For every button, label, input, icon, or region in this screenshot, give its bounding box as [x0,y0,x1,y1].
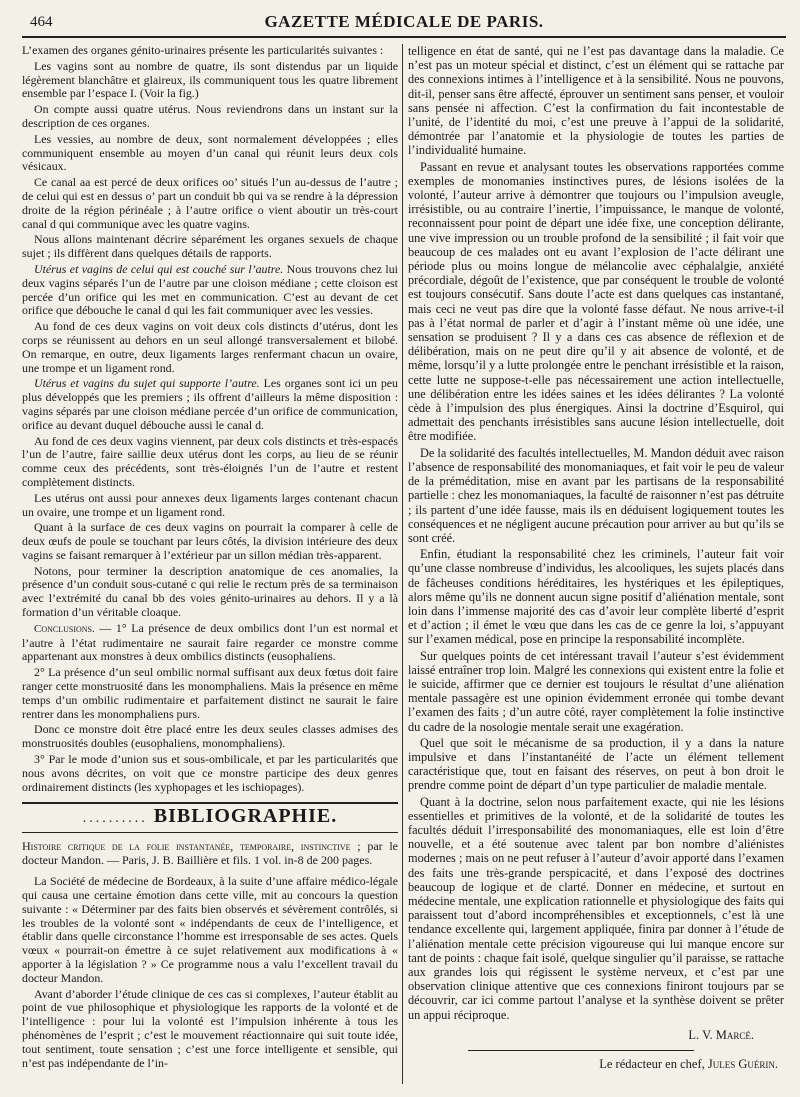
right-column [408,44,784,1071]
conclusions-text: — 1° La présence de deux ombilics dont l’un est normal et l’autre à l’état rudimentaire ne saurait faire regarder ce monstre comme appartenant aux monstres à deux ombilics distincts (eusophaliens. [22,620,398,664]
book-publisher: par le docteur Mandon. — Paris, J. B. Baillière et fils. 1 vol. in-8 de 200 pages. [22,839,398,868]
editor-name: Jules Guérin. [707,1057,778,1072]
conclusions-paragraph [22,622,398,664]
heading-dots: .......... [82,811,148,827]
subsection-heading: Utérus et vagins de celui qui est couché sur l’autre. [34,261,284,276]
paragraph: Au fond de ces deux vagins on voit deux cols distincts d’utérus, dont les corps se réunissent au dehors en un seul allongé transversalement et bilobé. On remarque, en outre, deux ligaments larges renfermant chacun un ovaire, une trompe et un ligament rond. [22,319,398,375]
subsection-text: Nous trouvons chez lui deux vagins séparés l’un de l’autre par une cloison médiane ; cette cloison est percée d’un orifice qui les met en communication. C’est au devant de cet orifice que débouche le canal d qui les fait communiquer avec les vessies. [22,261,398,318]
paragraph: L’examen des organes génito-urinaires présente les particularités suivantes : [22,43,384,57]
paragraph: Ce canal aa est percé de deux orifices oo’ situés l’un au-dessus de l’autre ; de celui qui est en dessus o’ part un conduit bb qui va se rendre à la dépression droite de la région périnéale ; à l’autre orifice o vient aboutir un très-court canal d qui communique avec les quatre vagins. [22,175,398,231]
paragraph: Sur quelques points de cet intéressant travail l’auteur s’est évidemment laissé entraîner trop loin. Malgré les connexions qui existent entre la folie et le suicide, affirmer que ce dernier est toujours le résultat d’une aliénation mentale passagère est une opinion évidemment erronée qui tombe devant l’examen des faits ; d’un autre côté, rayer complètement la folie instinctive du cadre de la nosologie mentale serait une exagération. [408,648,784,734]
subsection-text: Les organes sont ici un peu plus développés que les premiers ; ils offrent d’ailleurs la même disposition : vagins séparés par une cloison médiane percée d’un orifice de communication, orifice au devant duquel débouche aussi le canal d. [22,376,398,432]
paragraph: 2° La présence d’un seul ombilic normal suffisant aux deux fœtus doit faire ranger cette monstruosité dans les monomphaliens. Mais la présence en même temps d’un ombilic rudimentaire et parfaitement distinct ne saurait le faire rentrer dans les monomphaliens purs. [22,665,398,721]
book-title: Histoire critique de la folie instantanée, temporaire, instinctive ; [22,839,361,854]
book-reference [22,839,398,867]
section-divider [22,802,398,804]
paragraph: On compte aussi quatre utérus. Nous reviendrons dans un instant sur la description de ces organes. [22,102,398,130]
page-number: 464 [30,14,53,30]
paragraph: Nous allons maintenant décrire séparément les organes sexuels de chaque sujet ; ils diffèrent dans quelques détails de rapports. [22,232,398,261]
paragraph: Avant d’aborder l’étude clinique de ces cas si complexes, l’auteur établit au point de vue philosophique et physiologique les rapports de la volonté et de l’intelligence : pour lui la volonté est l’impulsion inhérente à tous les phénomènes de l’esprit ; c’est le mouvement réactionnaire qui suit toute idée, tout sentiment, toute sensation ; c’est une force intelligente et sensible, qui n’est pas indépendante de l’in- [22,986,398,1070]
subsection-paragraph [22,377,398,432]
bibliography-heading [22,805,398,828]
subsection-heading: Utérus et vagins du sujet qui supporte l’autre. [34,376,260,391]
running-title: GAZETTE MÉDICALE DE PARIS. [264,12,544,31]
editor-divider [468,1050,694,1051]
paragraph: Notons, pour terminer la description anatomique de ces anomalies, la présence d’un conduit sous-cutané c qui relie le rectum près de sa terminaison avec l’extrémité du canal bb des voies génito-urinaires au dehors. Il y a là formation d’un véritable cloaque. [22,563,398,620]
paragraph: 3° Par le mode d’union sus et sous-ombilicale, et par les particularités que nous avons décrites, on voit que ce monstre participe des deux genres ordinairement distincts (les xyphopages et les ischiopages). [22,752,398,794]
article-columns [22,44,786,1094]
page-header [22,8,786,38]
bibliography-title: BIBLIOGRAPHIE. [153,805,338,828]
left-column [22,44,398,1072]
author-signature: L. V. Marcé. [688,1027,754,1042]
paragraph: Les utérus ont aussi pour annexes deux ligaments larges contenant chacun un ovaire, une trompe et un ligament rond. [22,490,398,519]
paragraph: Les vagins sont au nombre de quatre, ils sont distendus par un liquide légèrement blanchâtre et glaireux, ils communiquent tous les quatre librement ensemble par l’espace I. (Voir la fig.) [22,58,398,101]
editor-prefix: Le rédacteur en chef, [599,1057,705,1072]
heading-underline [22,832,398,833]
paragraph: Quant à la surface de ces deux vagins on pourrait la comparer à celle de deux œufs de poule se touchant par leurs côtés, la division intérieure des deux vagins se faisant remarquer à l’extérieur par un sillon médian très-apparent. [22,520,398,562]
subsection-paragraph [22,263,398,318]
column-divider [402,44,403,1084]
paragraph: Enfin, étudiant la responsabilité chez les criminels, l’auteur fait voir qu’une classe nombreuse d’individus, les alcooliques, les sujets placés dans de fâcheuses conditions héréditaires, les hystériques et les épileptiques, alors même qu’ils ne donnent aucun signe positif d’aliénation mentale, sont loin dans l’immense majorité des cas d’avoir leur complète liberté d’esprit et d’action ; il émet le vœu que dans les cas de ce genre la loi, s’appuyant sur l’examen médical, pose en principe la responsabilité incomplète. [408,547,784,647]
paragraph: Passant en revue et analysant toutes les observations rapportées comme exemples de monomanies instinctives pures, de lésions isolées de la volonté, l’auteur arrive à démontrer que toujours ou l’impulsion aveugle, irrésistible, ou au contraire l’inertie, l’impuissance, le manque de volonté, reconnaissent pour point de départ une idée fixe, une conception délirante, une vive impression ou un trouble profond de la sensibilité ; il fait voir que beaucoup de ces malades ont eu avant l’explosion de l’acte délirant une période plus ou moins longue de mélancolie avec céphalalgie, anxiété précordiale, dégoût de l’existence, que par conséquent le trouble de volonté est toujours consécutif. Sans doute l’acte est dans quelques cas instantané, mais ceci ne veut pas dire que la volonté fasse défaut. Ne nous arrive-t-il pas à l’état normal de parler et d’agir à l’instant même où une idée, une sensation se produisent ? Il y a dans ces cas absence de réflexion et de délibération, mais on ne peut dire qu’il y ait absence de volonté, et de même, lorsqu’il y a lutte prolongée entre le penchant irrésistible et la raison, cette lutte ne suppose-t-elle pas nécessairement une action intellectuelle, une délibération entre les idées saines et les idées délirantes ? La volonté cède à l’impulsion des plus énergiques. Ainsi la doctrine d’Esquirol, qui admettait des penchants irrésistibles sans aucune lésion intellectuelle, doit être modifiée. [408,159,784,444]
paragraph: La Société de médecine de Bordeaux, à la suite d’une affaire médico-légale qui causa une certaine émotion dans cette ville, mit au concours la question suivante : « Déterminer par des faits bien observés et sévèrement contrôlés, si les troubles de la volonté sont « indépendants de ceux de l’intelligence, et établir dans quelle circonstance l’homme est irresponsable de ses actes. Quels vœux « pourrait-on émettre à ce sujet relativement aux modifications à « apporter à la législation ? » Ce programme nous a valu l’excellent travail du docteur Mandon. [22,874,398,985]
paragraph: Quant à la doctrine, selon nous parfaitement exacte, qui nie les lésions essentielles et primitives de la volonté, et de la solidarité de toutes les facultés déduit l’irresponsabilité des monomaniaques, elle est loin d’être nouvelle, et a été soutenue avec talent par bon nombre d’aliénistes modernes ; mais on ne peut refuser à l’auteur d’avoir apporté dans l’examen des faits une très-grande perspicacité, et dans l’exposé des doctrines beaucoup de logique et de clarté. Donner en médecine, et surtout en médecine mentale, une explication rationnelle et physiologique des faits qui paraissent tout d’abord incompréhensibles et exceptionnels, c’est là une tendance excellente qui, largement appliquée, finira par donner à l’étude de l’aliénation mentale cette précision vigoureuse qui lui manque encore sur tant de points : chaque fait isolé, quelque singulier qu’il paraisse, se rattache aux grandes lois qui régissent le système nerveux, et c’est par une observation clinique attentive que ces connexions finiront toujours par se découvrir, car ici comme partout l’analyse et la synthèse doivent se prêter un appui réciproque. [408,794,784,1022]
paragraph: De la solidarité des facultés intellectuelles, M. Mandon déduit avec raison l’absence de responsabilité des monomaniaques, et fait voir le peu de valeur de la préméditation, mise en avant par les partisans de la responsabilité partielle : chez les monomaniaques, la faculté de raisonner n’est pas détruite ; ils partent d’une idée fausse, mais ils en déduisent logiquement toutes les conséquences et ne négligent aucune précaution pour arriver au but qu’ils se sont créé. [408,445,785,545]
editor-credit [408,1057,778,1071]
paragraph: Les vessies, au nombre de deux, sont normalement développées ; elles communiquent ensemble au moyen d’un canal qui réunit leurs deux cols vésicaux. [22,131,398,174]
paragraph: telligence en état de santé, qui ne l’est pas davantage dans la maladie. Ce n’est pas un moteur spécial et distinct, c’est un élément qui se rattache par des connexions intimes à l’intelligence et à la sensibilité. Nous ne pouvons, dit-il, penser sans être affecté, éprouver un sentiment sans penser, et vouloir sans pensée ni affection. C’est la confirmation du fait incontestable de l’unité, de l’identité du moi, c’est une preuve à l’appui de la solidarité, démontrée par l’anatomie et la physiologie de toutes les parties de l’individualité humaine. [408,44,784,158]
conclusions-label: Conclusions. [34,622,95,635]
paragraph: Au fond de ces deux vagins viennent, par deux cols distincts et très-espacés l’un de l’autre, faire saillie deux utérus dont les corps, au lieu de se réunir comme ceux des précédents, sont très-éloignés l’un de l’autre et restent complètement distincts. [22,433,398,489]
paragraph: Donc ce monstre doit être placé entre les deux seules classes admises des monstruosités doubles (eusophaliens, monomphaliens). [22,722,398,751]
paragraph: Quel que soit le mécanisme de sa production, il y a dans la nature impulsive et dans l’instantanéité de l’acte un élément tellement caractéristique que, tout en faisant des réserves, on peut à bon droit le prendre comme point de départ d’un type particulier de maladie mentale. [408,735,784,793]
